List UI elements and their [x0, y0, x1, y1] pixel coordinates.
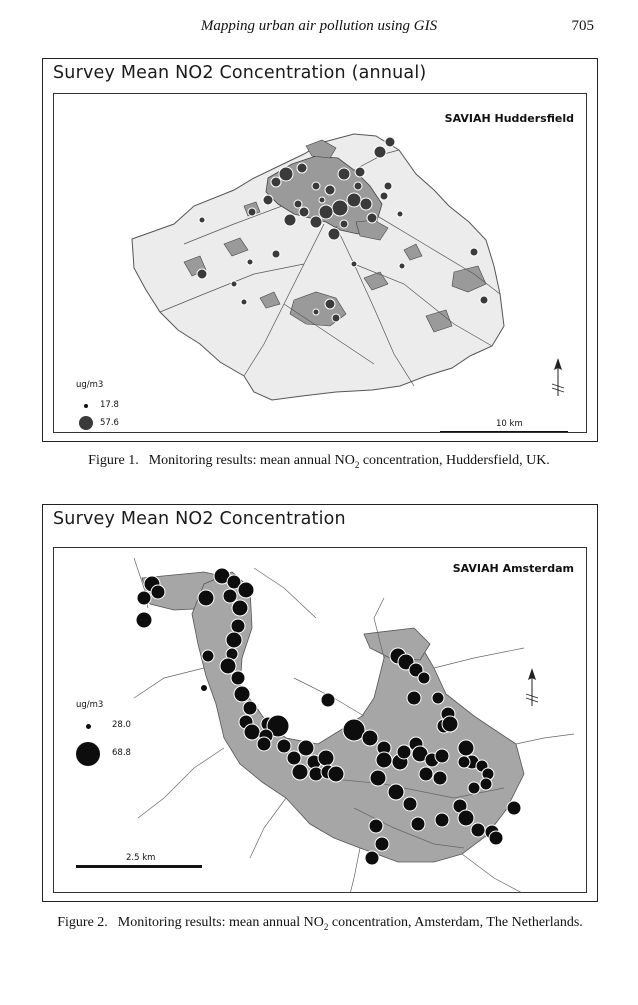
- monitoring-site-marker: [284, 214, 296, 226]
- north-arrow-icon: [522, 666, 542, 710]
- figure-2-legend: [76, 700, 166, 780]
- legend-min-value: 17.8: [100, 400, 119, 410]
- monitoring-site-marker: [318, 750, 334, 766]
- monitoring-site-marker: [271, 177, 281, 187]
- no2-subscript: 2: [354, 459, 360, 470]
- monitoring-site-marker: [220, 658, 236, 674]
- monitoring-site-marker: [244, 724, 260, 740]
- monitoring-site-marker: [419, 767, 433, 781]
- monitoring-site-marker: [232, 600, 248, 616]
- figure-1-caption-text-end: concentration, Huddersfield, UK.: [359, 453, 550, 468]
- scale-label: 10 km: [496, 419, 523, 429]
- monitoring-site-marker: [137, 591, 151, 605]
- legend-min-value: 28.0: [112, 720, 131, 730]
- monitoring-site-marker: [277, 739, 291, 753]
- figure-2-caption-text-end: concentration, Amsterdam, The Netherlands.: [328, 915, 583, 930]
- monitoring-site-marker: [263, 195, 273, 205]
- figure-1-legend: [76, 380, 166, 433]
- monitoring-site-marker: [435, 749, 449, 763]
- monitoring-site-marker: [388, 784, 404, 800]
- figure-2-caption-text: Monitoring results: mean annual NO: [117, 915, 324, 930]
- running-header: [0, 18, 638, 42]
- monitoring-site-marker: [351, 261, 357, 267]
- monitoring-site-marker: [198, 590, 214, 606]
- monitoring-site-marker: [433, 771, 447, 785]
- monitoring-site-marker: [397, 211, 403, 217]
- monitoring-site-marker: [248, 208, 256, 216]
- figure-2-caption-label: Figure 2.: [57, 915, 108, 930]
- monitoring-site-marker: [347, 193, 361, 207]
- monitoring-site-marker: [468, 782, 480, 794]
- monitoring-site-marker: [458, 740, 474, 756]
- figure-2-map-frame: [53, 547, 587, 893]
- figure-1-map-label: SAVIAH Huddersfield: [444, 112, 574, 125]
- monitoring-site-marker: [231, 619, 245, 633]
- monitoring-site-marker: [199, 217, 205, 223]
- monitoring-site-marker: [234, 686, 250, 702]
- monitoring-site-marker: [367, 213, 377, 223]
- monitoring-site-marker: [279, 167, 293, 181]
- monitoring-site-marker: [201, 685, 207, 691]
- figure-2-map-label: SAVIAH Amsterdam: [452, 562, 574, 575]
- monitoring-site-marker: [325, 185, 335, 195]
- figure-1-caption: [0, 452, 638, 474]
- monitoring-site-marker: [365, 851, 379, 865]
- scale-label: 2.5 km: [126, 853, 156, 863]
- monitoring-site-marker: [328, 766, 344, 782]
- legend-small-marker: [86, 724, 91, 729]
- figure-1-map-title: Survey Mean NO2 Concentration (annual): [53, 63, 427, 83]
- monitoring-site-marker: [321, 693, 335, 707]
- monitoring-site-marker: [151, 585, 165, 599]
- monitoring-site-marker: [458, 756, 470, 768]
- monitoring-site-marker: [380, 192, 388, 200]
- page-number: 705: [571, 18, 594, 34]
- monitoring-site-marker: [319, 205, 333, 219]
- monitoring-site-marker: [480, 296, 488, 304]
- monitoring-site-marker: [369, 819, 383, 833]
- monitoring-site-marker: [136, 612, 152, 628]
- monitoring-site-marker: [435, 813, 449, 827]
- monitoring-site-marker: [292, 764, 308, 780]
- legend-unit-label: ug/m3: [76, 700, 104, 710]
- monitoring-site-marker: [470, 248, 478, 256]
- running-title: Mapping urban air pollution using GIS: [200, 18, 438, 34]
- monitoring-site-marker: [399, 263, 405, 269]
- legend-max-value: 68.8: [112, 748, 131, 758]
- monitoring-site-marker: [370, 770, 386, 786]
- monitoring-site-marker: [272, 250, 280, 258]
- monitoring-site-marker: [480, 778, 492, 790]
- monitoring-site-marker: [489, 831, 503, 845]
- monitoring-site-marker: [355, 167, 365, 177]
- monitoring-site-marker: [340, 220, 348, 228]
- monitoring-site-marker: [338, 168, 350, 180]
- scale-line: [76, 865, 202, 868]
- monitoring-site-marker: [374, 146, 386, 158]
- monitoring-site-marker: [432, 692, 444, 704]
- monitoring-site-marker: [385, 137, 395, 147]
- figure-2-map-title: Survey Mean NO2 Concentration: [53, 509, 346, 529]
- monitoring-site-marker: [442, 716, 458, 732]
- monitoring-site-marker: [297, 163, 307, 173]
- monitoring-site-marker: [376, 752, 392, 768]
- monitoring-site-marker: [243, 701, 257, 715]
- monitoring-site-marker: [197, 269, 207, 279]
- figure-1-map-frame: [53, 93, 587, 433]
- monitoring-site-marker: [202, 650, 214, 662]
- figure-2-caption: [42, 914, 598, 936]
- monitoring-site-marker: [411, 817, 425, 831]
- figure-1-caption-text: Monitoring results: mean annual NO: [148, 453, 355, 468]
- monitoring-site-marker: [299, 207, 309, 217]
- scale-line: [440, 431, 568, 433]
- monitoring-site-marker: [310, 216, 322, 228]
- monitoring-site-marker: [384, 182, 392, 190]
- figure-1-scale-bar: [440, 414, 568, 433]
- monitoring-site-marker: [287, 751, 301, 765]
- monitoring-site-marker: [241, 299, 247, 305]
- monitoring-site-marker: [403, 797, 417, 811]
- monitoring-site-marker: [418, 672, 430, 684]
- monitoring-site-marker: [312, 182, 320, 190]
- legend-large-marker: [79, 416, 93, 430]
- monitoring-site-marker: [362, 730, 378, 746]
- legend-unit-label: ug/m3: [76, 380, 104, 390]
- monitoring-site-marker: [294, 200, 302, 208]
- monitoring-site-marker: [360, 198, 372, 210]
- legend-max-value: 57.6: [100, 418, 119, 428]
- monitoring-site-marker: [332, 200, 348, 216]
- figure-1-caption-label: Figure 1.: [88, 453, 139, 468]
- monitoring-site-marker: [407, 691, 421, 705]
- monitoring-site-marker: [471, 823, 485, 837]
- legend-large-marker: [76, 742, 100, 766]
- monitoring-site-marker: [313, 309, 319, 315]
- monitoring-site-marker: [319, 197, 325, 203]
- figure-2-scale-bar: [76, 848, 202, 868]
- figure-2-frame: [42, 504, 598, 902]
- monitoring-site-marker: [298, 740, 314, 756]
- figure-1-frame: [42, 58, 598, 442]
- monitoring-site-marker: [397, 745, 411, 759]
- north-arrow-icon: [548, 356, 568, 400]
- monitoring-site-marker: [257, 737, 271, 751]
- monitoring-site-marker: [325, 299, 335, 309]
- monitoring-site-marker: [226, 632, 242, 648]
- monitoring-site-marker: [458, 810, 474, 826]
- monitoring-site-marker: [223, 589, 237, 603]
- legend-small-marker: [84, 404, 88, 408]
- monitoring-site-marker: [332, 314, 340, 322]
- monitoring-site-marker: [238, 582, 254, 598]
- monitoring-site-marker: [231, 281, 237, 287]
- monitoring-site-marker: [375, 837, 389, 851]
- monitoring-site-marker: [354, 182, 362, 190]
- monitoring-site-marker: [328, 228, 340, 240]
- no2-subscript: 2: [323, 921, 329, 932]
- monitoring-site-marker: [507, 801, 521, 815]
- monitoring-site-marker: [247, 259, 253, 265]
- monitoring-site-marker: [231, 671, 245, 685]
